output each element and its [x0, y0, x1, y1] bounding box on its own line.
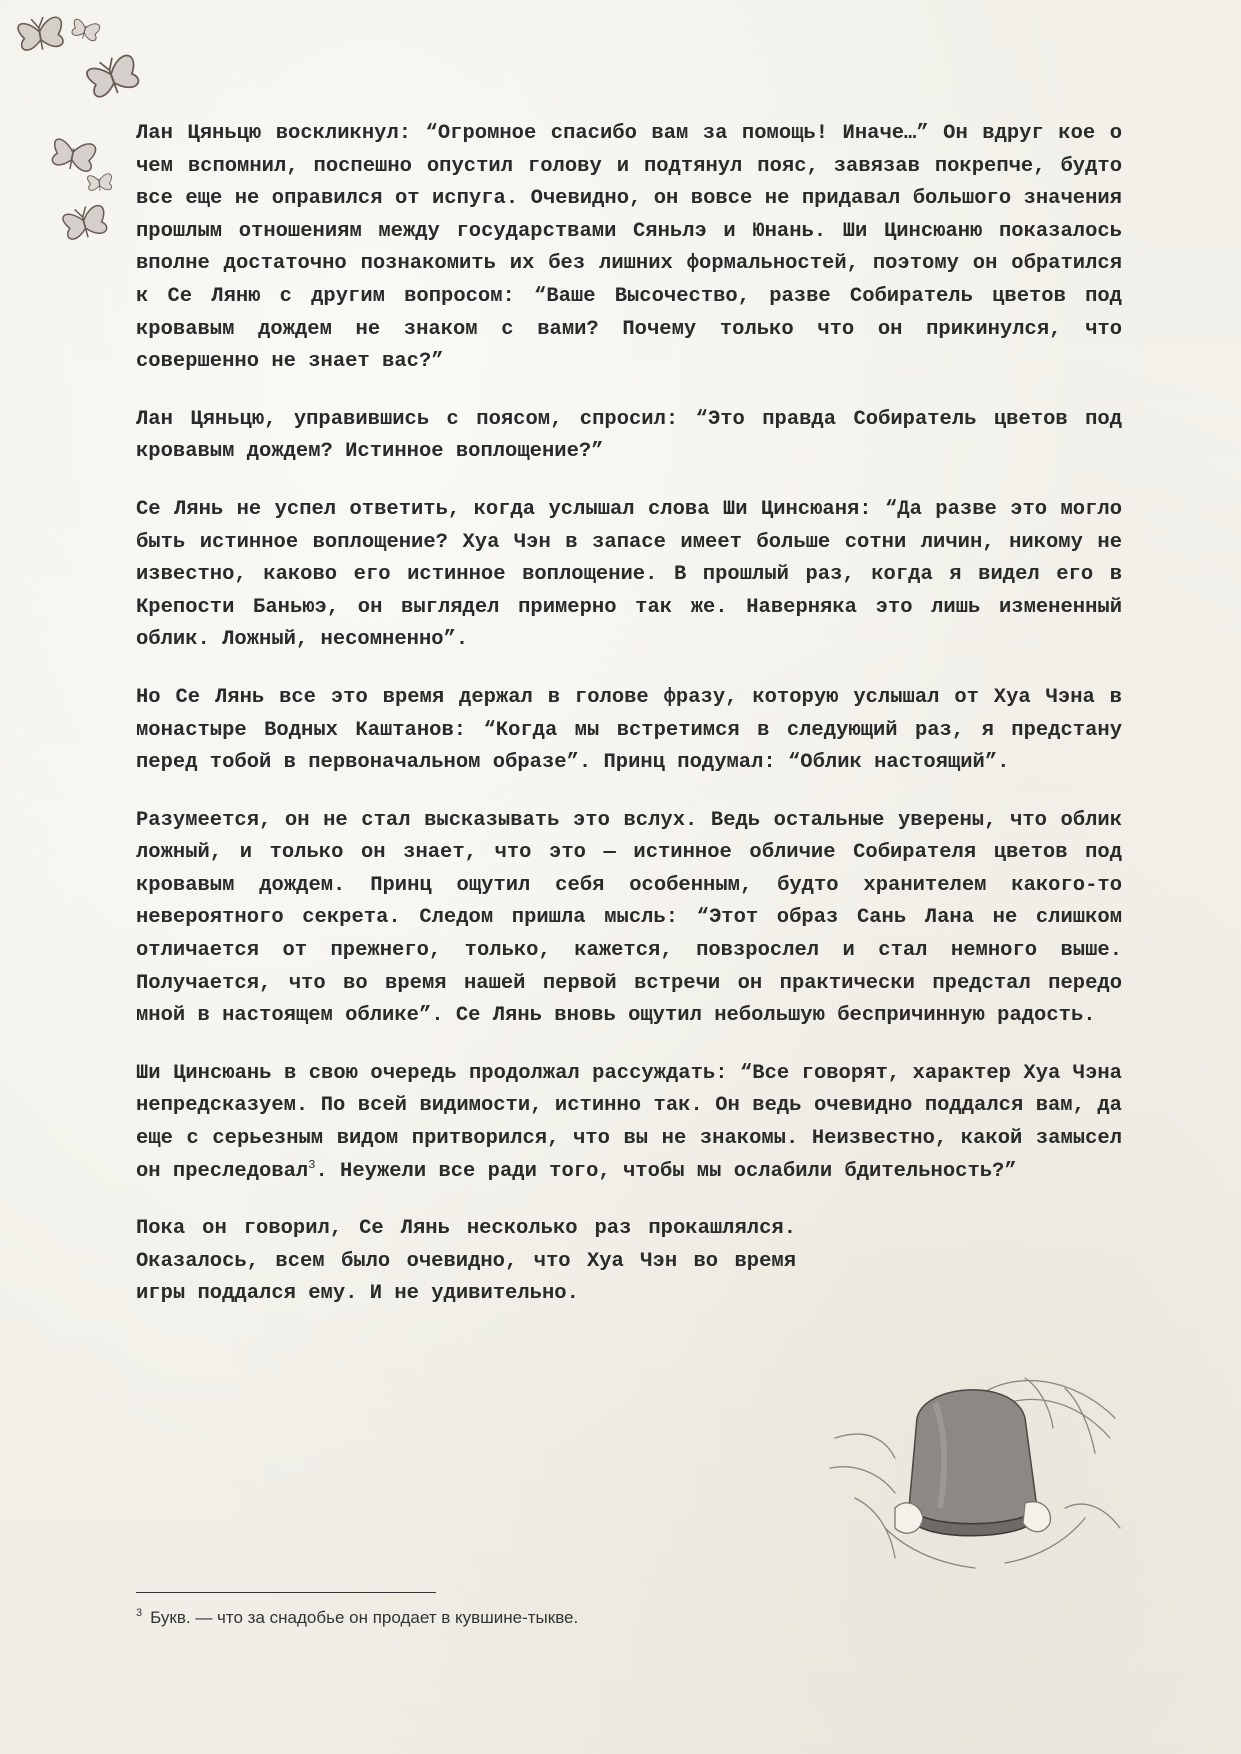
footnote-text: Букв. — что за снадобье он продает в кувшине-тыкве. — [150, 1608, 579, 1627]
butterfly-icon — [17, 14, 66, 53]
footnote-mark: 3 — [136, 1607, 143, 1620]
paragraph-5: Разумеется, он не стал высказывать это вслух. Ведь остальные уверены, что облик ложный, и только он знает, что это — истинное обличие Собирателя цветов под кровавым дождем. Принц ощутил себя особенным, будто хранителем какого-то невероятного секрета. Следом пришла мысль: “Этот образ Сань Лана не слишком отличается от прежнего, только, кажется, повзрослел и стал немного выше. Получается, что во время нашей первой встречи он практически предстал передо мной в настоящем облике”. Се Лянь вновь ощутил небольшую беспричинную радость. — [136, 808, 1122, 1028]
butterfly-decoration — [0, 0, 150, 270]
paragraph-4: Но Се Лянь все это время держал в голове фразу, которую услышал от Хуа Чэна в монастыре Водных Каштанов: “Когда мы встретимся в следующий раз, я предстану перед тобой в первоначальном образе”. Принц подумал: “Облик настоящий”. — [136, 685, 1122, 775]
dice-cup-illustration — [825, 1358, 1125, 1578]
butterfly-icon — [71, 18, 101, 42]
butterfly-icon — [61, 202, 109, 242]
paragraph-6-text-end: . Неужели все ради того, чтобы мы ослабили бдительность?” — [315, 1159, 1017, 1183]
footnote-reference[interactable]: 3 — [308, 1157, 316, 1172]
butterfly-icon — [51, 138, 97, 173]
paragraph-7: Пока он говорил, Се Лянь несколько раз прокашлялся. Оказалось, всем было очевидно, что Хуа Чэн во время игры поддался ему. И не удивительно. — [136, 1217, 796, 1306]
paragraph-6 — [136, 1058, 1122, 1188]
footnote — [136, 1608, 578, 1628]
paragraph-6-text-start: Ши Цинсюань в свою очередь продолжал рассуждать: “Все говорят, характер Хуа Чэна непредсказуем. По всей видимости, истинно так. Он ведь очевидно поддался вам, да еще с серьезным видом притворился, что вы не знакомы. Неизвестно, какой замысел он преследовал — [136, 1061, 1122, 1183]
paragraph-3: Се Лянь не успел ответить, когда услышал слова Ши Цинсюаня: “Да разве это могло быть истинное воплощение? Хуа Чэн в запасе имеет больше сотни личин, никому не известно, каково его истинное воплощение. В прошлый раз, когда я видел его в Крепости Баньюэ, он выглядел примерно так же. Наверняка это лишь измененный облик. Ложный, несомненно”. — [136, 497, 1122, 652]
footnote-separator — [136, 1592, 436, 1593]
paragraph-1: Лан Цяньцю воскликнул: “Огромное спасибо вам за помощь! Иначе…” Он вдруг кое о чем вспомнил, поспешно опустил голову и подтянул пояс, завязав покрепче, будто все еще не оправился от испуга. Очевидно, он вовсе не придавал большого значения прошлым отношениям между государствами Сяньлэ и Юнань. Ши Цинсюаню показалось вполне достаточно познакомить их без лишних формальностей, поэтому он обратился к Се Ляню с другим вопросом: “Ваше Высочество, разве Собиратель цветов под кровавым дождем не знаком с вами? Почему только что он прикинулся, что совершенно не знает вас?” — [136, 122, 1122, 374]
paragraph-2: Лан Цяньцю, управившись с поясом, спросил: “Это правда Собиратель цветов под кровавым дождем? Истинное воплощение?” — [136, 407, 1122, 464]
butterfly-icon — [87, 173, 112, 191]
butterfly-icon — [85, 51, 142, 100]
body-text — [136, 118, 1122, 1336]
